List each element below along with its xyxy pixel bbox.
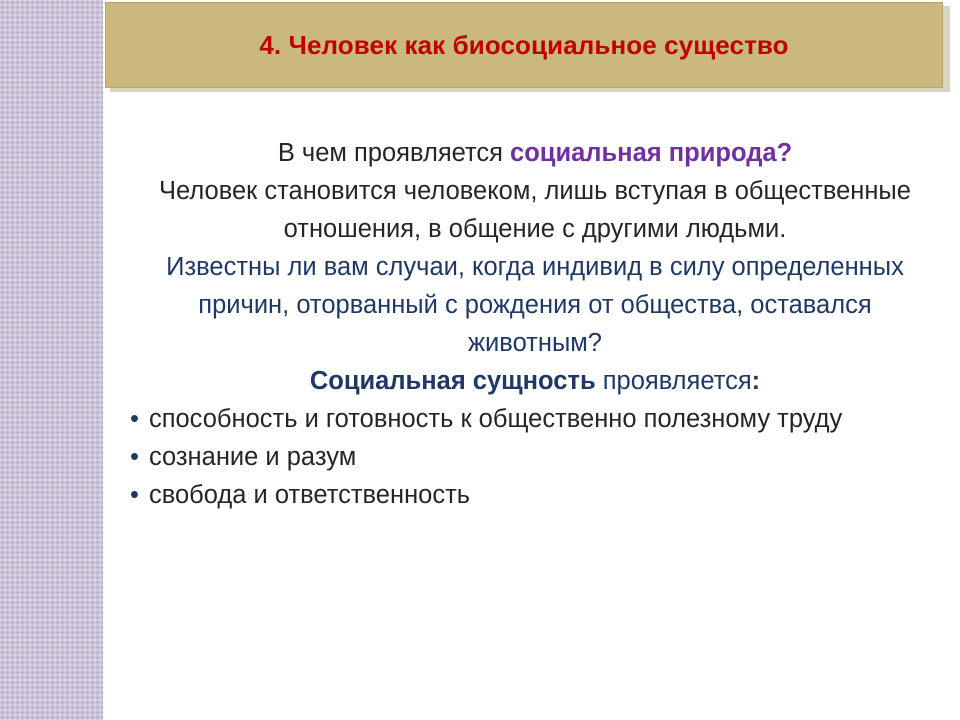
essence-bold-text: Социальная сущность [309, 367, 596, 395]
list-item-text: свобода и ответственность [148, 481, 471, 509]
list-item [130, 476, 940, 514]
header-banner [105, 2, 943, 88]
slide-title: 4. Человек как биосоциальное существо [259, 29, 789, 60]
question-paragraph: Известны ли вам случаи, когда индивид в силу определенных причин, оторванный с рождения от общества, оставался животным? [166, 253, 904, 357]
list-item [130, 438, 940, 476]
list-item-text: сознание и разум [148, 443, 357, 471]
slide-body [130, 134, 940, 514]
question-prefix: В чем проявляется [277, 139, 511, 167]
decorative-side-strip [0, 0, 103, 720]
bullet-icon: • [130, 405, 139, 433]
list-item-text: способность и готовность к общественно полезному труду [148, 405, 843, 433]
essence-heading [130, 362, 940, 400]
essence-colon: : [751, 367, 761, 395]
list-item [130, 400, 940, 438]
question-highlight: социальная природа? [510, 139, 793, 167]
essence-rest-text: проявляется [595, 367, 752, 395]
answer-paragraph: Человек становится человеком, лишь вступая в общественные отношения, в общение с другими людьми. [159, 177, 911, 243]
bullet-icon: • [130, 481, 139, 509]
bullet-icon: • [130, 443, 139, 471]
question-line [130, 134, 940, 172]
